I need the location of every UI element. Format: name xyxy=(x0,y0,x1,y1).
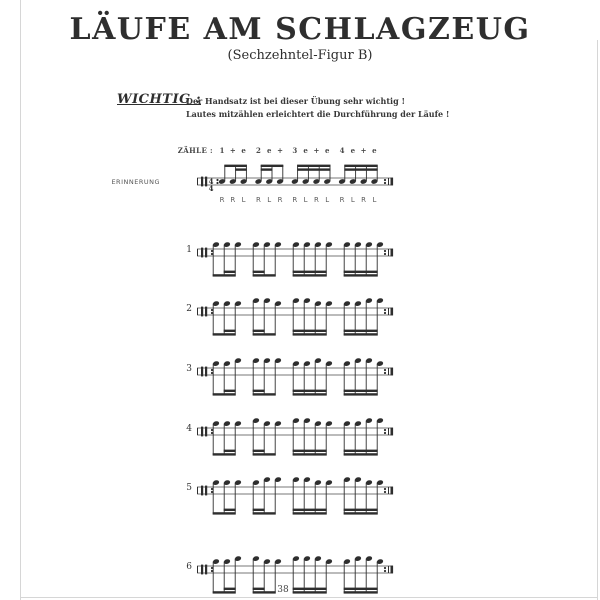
sticking-letter: L xyxy=(303,196,308,204)
time-signature: 4 xyxy=(208,184,214,192)
beam-secondary xyxy=(344,390,378,392)
reminder-label: ERINNERUNG xyxy=(111,178,160,186)
sticking-letter: R xyxy=(230,196,236,204)
percussion-clef-icon xyxy=(205,565,207,575)
exercise-number-6: 6 xyxy=(186,562,192,572)
final-barline xyxy=(391,308,394,316)
count-syllable: 3 xyxy=(292,146,298,155)
beam-secondary xyxy=(224,450,236,452)
beam-secondary xyxy=(344,271,378,273)
count-syllable: e xyxy=(241,146,246,155)
staff-exercise-4 xyxy=(0,410,600,460)
repeat-dot xyxy=(216,179,218,181)
beam-secondary xyxy=(293,450,327,452)
final-barline xyxy=(391,428,394,436)
staff-exercise-3 xyxy=(0,350,600,400)
count-syllable: e xyxy=(324,146,330,155)
beam-primary xyxy=(293,453,327,455)
sticking-letter: R xyxy=(255,196,261,204)
sticking-letter: R xyxy=(339,196,345,204)
percussion-clef-icon xyxy=(201,427,203,437)
beam-secondary xyxy=(253,450,265,452)
final-barline xyxy=(391,249,394,257)
percussion-clef-icon xyxy=(205,486,207,496)
repeat-dot xyxy=(384,491,386,493)
beam-primary xyxy=(213,393,236,395)
beam-primary xyxy=(213,333,236,335)
sticking-letter: R xyxy=(313,196,319,204)
beam-primary xyxy=(344,393,378,395)
sticking-letter: L xyxy=(350,196,355,204)
count-syllable: 4 xyxy=(339,146,345,155)
important-line-1: Der Handsatz ist bei dieser Übung sehr wichtig ! xyxy=(186,96,405,106)
sticking-letter: R xyxy=(219,196,225,204)
beam-primary xyxy=(253,512,276,514)
percussion-clef-icon xyxy=(201,486,203,496)
page-number: 38 xyxy=(277,585,289,595)
beam-secondary xyxy=(344,509,378,511)
sticking-letter: L xyxy=(372,196,377,204)
exercise-number-5: 5 xyxy=(186,483,192,493)
count-syllable: e xyxy=(372,146,377,155)
exercise-number-2: 2 xyxy=(186,304,192,314)
beam-primary xyxy=(253,274,276,276)
repeat-dot xyxy=(216,182,218,184)
beam-secondary xyxy=(235,168,247,170)
beam-secondary xyxy=(224,588,236,590)
repeat-dot xyxy=(384,567,386,569)
staff-reminder xyxy=(0,160,600,192)
beam-secondary xyxy=(344,330,378,332)
sticking-row xyxy=(0,196,600,206)
important-label: WICHTIG : xyxy=(117,92,201,107)
beam-secondary xyxy=(224,271,236,273)
important-line-2: Lautes mitzählen erleichtert die Durchführung der Läufe ! xyxy=(186,109,450,119)
page-title: LÄUFE AM SCHLAGZEUG xyxy=(69,12,531,47)
beam-primary xyxy=(253,333,276,335)
beam-secondary xyxy=(224,330,236,332)
beam-secondary xyxy=(253,390,265,392)
percussion-clef-icon xyxy=(201,307,203,317)
final-barline xyxy=(391,178,394,186)
percussion-clef-icon xyxy=(205,307,207,317)
beam-secondary xyxy=(344,588,378,590)
sticking-letter: R xyxy=(361,196,367,204)
beam-primary xyxy=(344,512,378,514)
beam-secondary xyxy=(293,330,327,332)
count-syllable: + xyxy=(277,146,283,155)
beam-secondary xyxy=(253,509,265,511)
beam-secondary xyxy=(293,509,327,511)
beam-primary xyxy=(213,453,236,455)
sticking-letter: R xyxy=(277,196,283,204)
beam-primary xyxy=(344,333,378,335)
beam-secondary xyxy=(253,271,265,273)
staff-exercise-2 xyxy=(0,290,600,340)
repeat-dot xyxy=(384,432,386,434)
percussion-clef-icon xyxy=(201,248,203,258)
beam-primary xyxy=(293,274,327,276)
final-barline xyxy=(391,487,394,495)
exercise-number-3: 3 xyxy=(186,364,192,374)
final-barline xyxy=(391,566,394,574)
count-syllable: + xyxy=(360,146,367,155)
count-syllable: + xyxy=(313,146,320,155)
percussion-clef-icon xyxy=(201,367,203,377)
sticking-letter: L xyxy=(325,196,330,204)
beam-primary xyxy=(344,165,377,167)
exercise-number-4: 4 xyxy=(186,424,192,434)
count-syllable: 1 xyxy=(219,146,225,155)
beam-secondary xyxy=(293,271,327,273)
staff-exercise-1 xyxy=(0,231,600,281)
count-syllable-row xyxy=(0,146,600,156)
beam-secondary xyxy=(253,330,265,332)
beam-secondary xyxy=(253,588,265,590)
exercise-number-1: 1 xyxy=(186,245,192,255)
beam-primary xyxy=(293,393,327,395)
count-syllable: e xyxy=(266,146,272,155)
percussion-clef-icon xyxy=(205,367,207,377)
repeat-dot xyxy=(384,372,386,374)
time-signature: 4 xyxy=(208,177,214,187)
beam-secondary xyxy=(261,168,273,170)
beam-primary xyxy=(297,165,330,167)
beam-primary xyxy=(344,453,378,455)
repeat-dot xyxy=(384,253,386,255)
count-syllable: e xyxy=(303,146,308,155)
beam-secondary xyxy=(224,509,236,511)
beam-primary xyxy=(253,453,276,455)
beam-primary xyxy=(293,512,327,514)
beam-primary xyxy=(224,165,247,167)
beam-secondary xyxy=(344,450,378,452)
sticking-letter: L xyxy=(241,196,246,204)
staff-exercise-5 xyxy=(0,469,600,519)
repeat-dot xyxy=(384,312,386,314)
percussion-clef-icon xyxy=(205,177,207,187)
percussion-clef-icon xyxy=(201,177,203,187)
beam-primary xyxy=(213,512,236,514)
beam-primary xyxy=(344,274,378,276)
beam-secondary xyxy=(344,168,377,170)
repeat-dot xyxy=(384,429,386,431)
percussion-clef-icon xyxy=(205,248,207,258)
beam-secondary xyxy=(293,390,327,392)
count-label: ZÄHLE : xyxy=(177,146,213,155)
staff-exercise-6 xyxy=(0,548,600,598)
beam-primary xyxy=(344,591,378,593)
repeat-dot xyxy=(384,369,386,371)
repeat-dot xyxy=(384,570,386,572)
important-text xyxy=(186,95,449,121)
beam-primary xyxy=(213,591,236,593)
beam-primary xyxy=(253,393,276,395)
sticking-letter: L xyxy=(267,196,272,204)
repeat-dot xyxy=(384,182,386,184)
count-syllable: e xyxy=(350,146,356,155)
repeat-dot xyxy=(384,179,386,181)
percussion-clef-icon xyxy=(201,565,203,575)
sticking-letter: R xyxy=(292,196,298,204)
beam-secondary xyxy=(224,390,236,392)
beam-secondary xyxy=(297,168,330,170)
page-subtitle: (Sechzehntel-Figur B) xyxy=(227,48,373,63)
beam-primary xyxy=(293,333,327,335)
repeat-dot xyxy=(384,250,386,252)
final-barline xyxy=(391,368,394,376)
beam-primary xyxy=(261,165,284,167)
count-syllable: + xyxy=(229,146,236,155)
repeat-dot xyxy=(384,488,386,490)
count-syllable: 2 xyxy=(255,146,261,155)
beam-primary xyxy=(213,274,236,276)
repeat-dot xyxy=(384,309,386,311)
percussion-clef-icon xyxy=(205,427,207,437)
